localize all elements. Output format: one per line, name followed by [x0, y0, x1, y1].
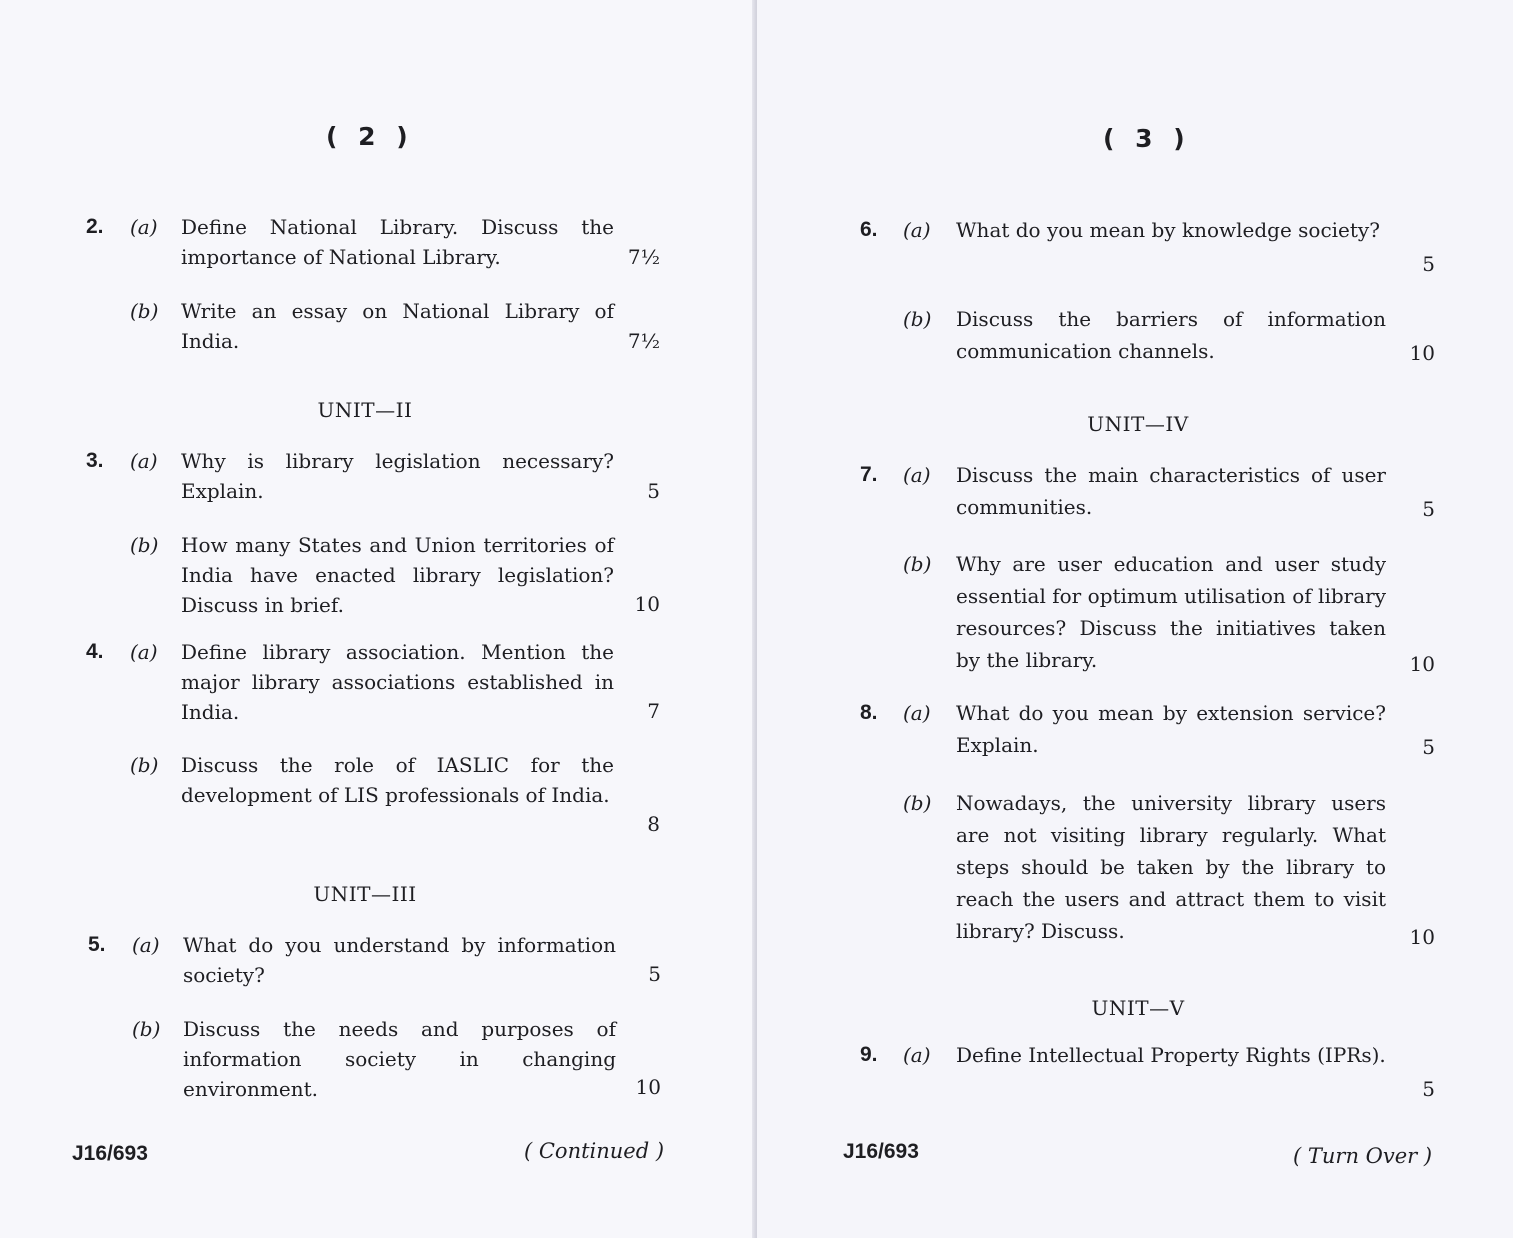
question-number: 8. [860, 701, 878, 724]
sub-label: (a) [130, 449, 158, 473]
question-text: How many States and Union territories of India have enacted library legislation? Discuss in brief. [181, 533, 614, 617]
turn-over-note: ( Turn Over ) [1293, 1144, 1433, 1168]
sub-label: (a) [903, 218, 931, 242]
marks: 10 [1409, 925, 1435, 949]
unit-heading: UNIT—III [313, 882, 417, 906]
sub-label: (a) [903, 1043, 931, 1067]
question-number: 7. [860, 463, 878, 486]
unit-heading: UNIT—II [317, 398, 413, 422]
sub-label: (a) [903, 463, 931, 487]
marks: 5 [1422, 1077, 1435, 1101]
question-number: 3. [86, 449, 104, 472]
question-number: 4. [86, 640, 104, 663]
marks: 8 [647, 812, 660, 836]
page-number: ( 2 ) [326, 122, 414, 151]
question-text: Write an essay on National Library of India. [181, 299, 614, 353]
question-text: Define library association. Mention the major library associations established in India. [181, 640, 614, 724]
question-text: Discuss the role of IASLIC for the development of LIS professionals of India. [181, 753, 614, 807]
question-text: Define Intellectual Property Rights (IPRs). [956, 1043, 1386, 1067]
sub-label: (b) [903, 552, 932, 576]
marks: 5 [647, 479, 660, 503]
marks: 7½ [627, 329, 660, 353]
marks: 5 [648, 962, 661, 986]
marks: 5 [1422, 252, 1435, 276]
marks: 7 [647, 699, 660, 723]
question-text: Why is library legislation necessary? Explain. [181, 449, 614, 503]
sub-label: (b) [130, 753, 159, 777]
question-text: Discuss the main characteristics of user communities. [956, 463, 1386, 519]
paper-code: J16/693 [843, 1140, 919, 1163]
question-number: 9. [860, 1043, 878, 1066]
question-text: What do you mean by extension service? Explain. [956, 701, 1386, 757]
question-text: Define National Library. Discuss the importance of National Library. [181, 215, 614, 269]
marks: 7½ [627, 245, 660, 269]
marks: 10 [1409, 652, 1435, 676]
question-number: 6. [860, 218, 878, 241]
question-text: Why are user education and user study essential for optimum utilisation of library resources? Discuss the initiatives taken by the library. [956, 552, 1386, 672]
marks: 10 [1409, 341, 1435, 365]
unit-heading: UNIT—V [1091, 996, 1185, 1020]
marks: 5 [1422, 735, 1435, 759]
unit-heading: UNIT—IV [1087, 412, 1189, 436]
sub-label: (b) [130, 299, 159, 323]
question-text: Discuss the needs and purposes of information society in changing environment. [183, 1017, 616, 1101]
sub-label: (a) [132, 933, 160, 957]
marks: 10 [635, 1075, 661, 1099]
sub-label: (b) [903, 307, 932, 331]
question-text: What do you mean by knowledge society? [956, 218, 1380, 242]
marks: 5 [1422, 497, 1435, 521]
sub-label: (a) [130, 215, 158, 239]
sub-label: (b) [903, 791, 932, 815]
question-text: Discuss the barriers of information communication channels. [956, 307, 1386, 363]
page-number: ( 3 ) [1103, 124, 1191, 153]
paper-code: J16/693 [72, 1142, 148, 1165]
marks: 10 [634, 592, 660, 616]
question-number: 2. [86, 215, 104, 238]
sub-label: (a) [903, 701, 931, 725]
continued-note: ( Continued ) [524, 1139, 665, 1163]
question-number: 5. [88, 933, 106, 956]
question-text: What do you understand by information society? [183, 933, 616, 987]
right-page [757, 0, 1513, 1238]
sub-label: (b) [130, 533, 159, 557]
sub-label: (b) [132, 1017, 161, 1041]
sub-label: (a) [130, 640, 158, 664]
question-text: Nowadays, the university library users are not visiting library regularly. What steps should be taken by the library to reach the users and attract them to visit library? Discuss. [956, 791, 1386, 943]
